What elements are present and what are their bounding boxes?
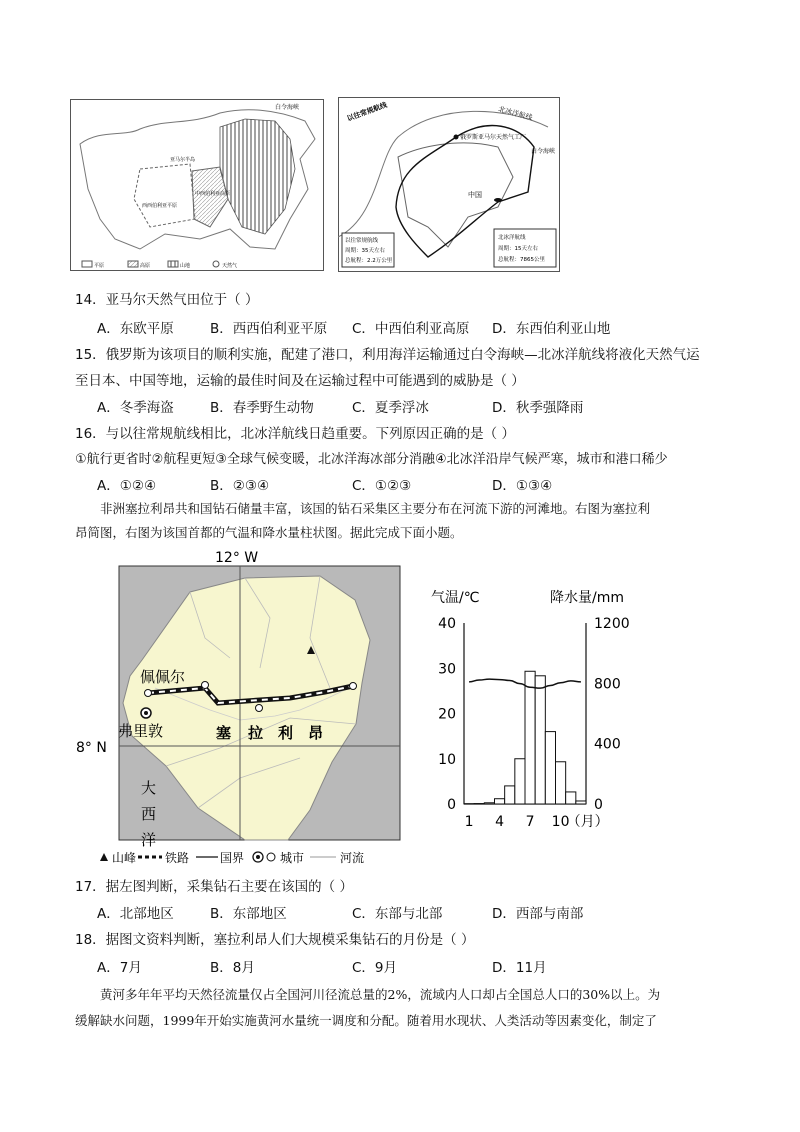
precip-tick-label: 1200	[594, 616, 630, 632]
q18-option-a[interactable]: A．7月	[97, 960, 142, 976]
map-label-bering-right: 白令海峡	[531, 148, 556, 155]
q14-stem: 14．亚马尔天然气田位于（ ）	[75, 292, 259, 308]
q18-option-d[interactable]: D．11月	[492, 960, 547, 976]
arctic-route-map	[338, 97, 560, 272]
temp-tick-label: 40	[438, 616, 456, 632]
left-axis-label: 气温/℃	[431, 590, 480, 606]
q16-option-b[interactable]: B．②③④	[210, 478, 270, 494]
precip-bar-12	[576, 801, 586, 804]
sierra-leone-map	[70, 548, 410, 868]
lon-label: 12° W	[215, 550, 259, 566]
svg-text:西: 西	[141, 805, 157, 823]
q15-option-b[interactable]: B．春季野生动物	[210, 400, 314, 416]
q18-stem: 18．据图文资料判断，塞拉利昂人们大规模采集钻石的月份是（ ）	[75, 932, 475, 948]
precip-bar-5	[505, 786, 515, 804]
svg-text:昂: 昂	[308, 724, 324, 742]
q14-option-b[interactable]: B．西西伯利亚平原	[210, 321, 328, 337]
svg-text:总航程：2.2万公里: 总航程：2.2万公里	[345, 258, 393, 264]
svg-text:天然气: 天然气	[222, 263, 238, 269]
q17-option-b[interactable]: B．东部地区	[210, 906, 287, 922]
svg-text:铁路: 铁路	[165, 851, 190, 865]
svg-text:大: 大	[141, 779, 157, 797]
q16-option-a[interactable]: A．①②④	[97, 478, 157, 494]
russia-relief-map	[70, 99, 324, 271]
temp-tick-label: 0	[447, 797, 456, 813]
svg-text:河流: 河流	[340, 851, 365, 865]
legend-arctic-box	[494, 229, 556, 267]
lat-label: 8° N	[76, 740, 107, 756]
material3-line1: 黄河多年年平均天然径流量仅占全国河川径流总量的2%，流域内人口却占全国总人口的30%以上。为	[100, 987, 661, 1002]
climate-chart	[426, 583, 636, 843]
x-tick-label: 7	[525, 814, 535, 830]
precip-bar-11	[566, 792, 576, 804]
precip-bar-7	[525, 671, 535, 804]
svg-text:北冰洋航线: 北冰洋航线	[498, 235, 526, 241]
q18-option-c[interactable]: C．9月	[352, 960, 398, 976]
q14-option-c[interactable]: C．中西伯利亚高原	[352, 321, 470, 337]
right-axis-label: 降水量/mm	[550, 590, 624, 606]
precip-bar-9	[545, 732, 555, 804]
svg-text:利: 利	[278, 724, 294, 742]
svg-text:山地: 山地	[180, 263, 191, 269]
precip-bar-6	[515, 759, 525, 804]
material2-line2: 昂简图，右图为该国首都的气温和降水量柱状图。据此完成下面小题。	[75, 525, 463, 540]
precip-bar-3	[484, 803, 494, 804]
map-label-conventional-route: 以往常规航线	[345, 100, 389, 123]
q16-statements: ①航行更省时②航程更短③全球气候变暖，北冰洋海冰部分消融④北冰洋沿岸气候严寒，城市和港口稀少	[75, 452, 668, 467]
svg-text:周期：15天左右: 周期：15天左右	[498, 246, 538, 252]
precip-bar-8	[535, 676, 545, 804]
svg-text:山峰: 山峰	[112, 851, 137, 865]
q17-option-a[interactable]: A．北部地区	[97, 906, 174, 922]
q15-option-c[interactable]: C．夏季浮冰	[352, 400, 429, 416]
precip-tick-label: 0	[594, 797, 603, 813]
q15-stem-line1: 15．俄罗斯为该项目的顺利实施，配建了港口，利用海洋运输通过白令海峡—北冰洋航线将液化天然气运	[75, 347, 700, 363]
map-label-yamal: 亚马尔半岛	[170, 157, 196, 163]
q14-option-d[interactable]: D．东西伯利亚山地	[492, 321, 611, 337]
city-freetown-label: 弗里敦	[118, 722, 164, 740]
map-label-china: 中国	[468, 191, 482, 199]
precip-bar-4	[495, 799, 505, 804]
q14-option-a[interactable]: A．东欧平原	[97, 321, 174, 337]
material2-line1: 非洲塞拉利昂共和国钻石储量丰富，该国的钻石采集区主要分布在河流下游的河滩地。右图为塞拉利	[100, 501, 651, 516]
precip-bar-10	[556, 762, 566, 804]
x-unit-label: （月）	[566, 814, 609, 830]
svg-text:总航程：7865公里: 总航程：7865公里	[498, 257, 545, 263]
q15-stem-line2: 至日本、中国等地，运输的最佳时间及在运输过程中可能遇到的威胁是（ ）	[75, 373, 525, 389]
x-tick-label: 10	[551, 814, 570, 830]
temp-tick-label: 20	[438, 706, 456, 723]
q16-stem: 16．与以往常规航线相比，北冰洋航线日趋重要。下列原因正确的是（ ）	[75, 426, 515, 442]
svg-text:国界: 国界	[220, 851, 245, 865]
map-label-central-siberia: 中西伯利亚高原	[195, 191, 231, 197]
q18-option-b[interactable]: B．8月	[210, 960, 255, 976]
map-label-bering: 白令海峡	[275, 104, 300, 111]
precip-tick-label: 400	[594, 736, 621, 753]
q17-option-c[interactable]: C．东部与北部	[352, 906, 443, 922]
x-tick-label: 4	[495, 814, 505, 830]
map-label-west-siberia: 西西伯利亚平原	[142, 203, 178, 209]
temp-tick-label: 30	[438, 661, 456, 678]
city-pepel-label: 佩佩尔	[140, 668, 186, 686]
x-tick-label: 1	[464, 814, 474, 830]
temp-tick-label: 10	[438, 751, 456, 768]
material3-line2: 缓解缺水问题，1999年开始实施黄河水量统一调度和分配。随着用水现状、人类活动等因素变化，制定了	[75, 1013, 657, 1028]
q15-option-d[interactable]: D．秋季强降雨	[492, 400, 584, 416]
map-label-yamal-plant: 俄罗斯亚马尔天然气工厂	[460, 134, 527, 141]
precip-tick-label: 800	[594, 676, 621, 693]
svg-text:周期：35天左右: 周期：35天左右	[345, 248, 385, 254]
q16-option-d[interactable]: D．①③④	[492, 478, 553, 494]
q17-option-d[interactable]: D．西部与南部	[492, 906, 584, 922]
svg-text:塞: 塞	[216, 724, 232, 742]
q16-option-c[interactable]: C．①②③	[352, 478, 412, 494]
map-label-north-route: 北冰洋航线	[497, 105, 534, 122]
svg-text:拉: 拉	[248, 724, 264, 742]
q17-stem: 17．据左图判断，采集钻石主要在该国的（ ）	[75, 879, 353, 895]
svg-text:高原: 高原	[140, 263, 151, 269]
svg-text:洋: 洋	[141, 831, 157, 849]
svg-text:以往常规航线: 以往常规航线	[345, 238, 379, 244]
sl-map-legend	[100, 850, 364, 865]
svg-text:城市: 城市	[280, 851, 305, 865]
svg-text:平原: 平原	[94, 263, 105, 269]
legend-conventional-box	[342, 233, 394, 267]
q15-option-a[interactable]: A．冬季海盗	[97, 400, 174, 416]
